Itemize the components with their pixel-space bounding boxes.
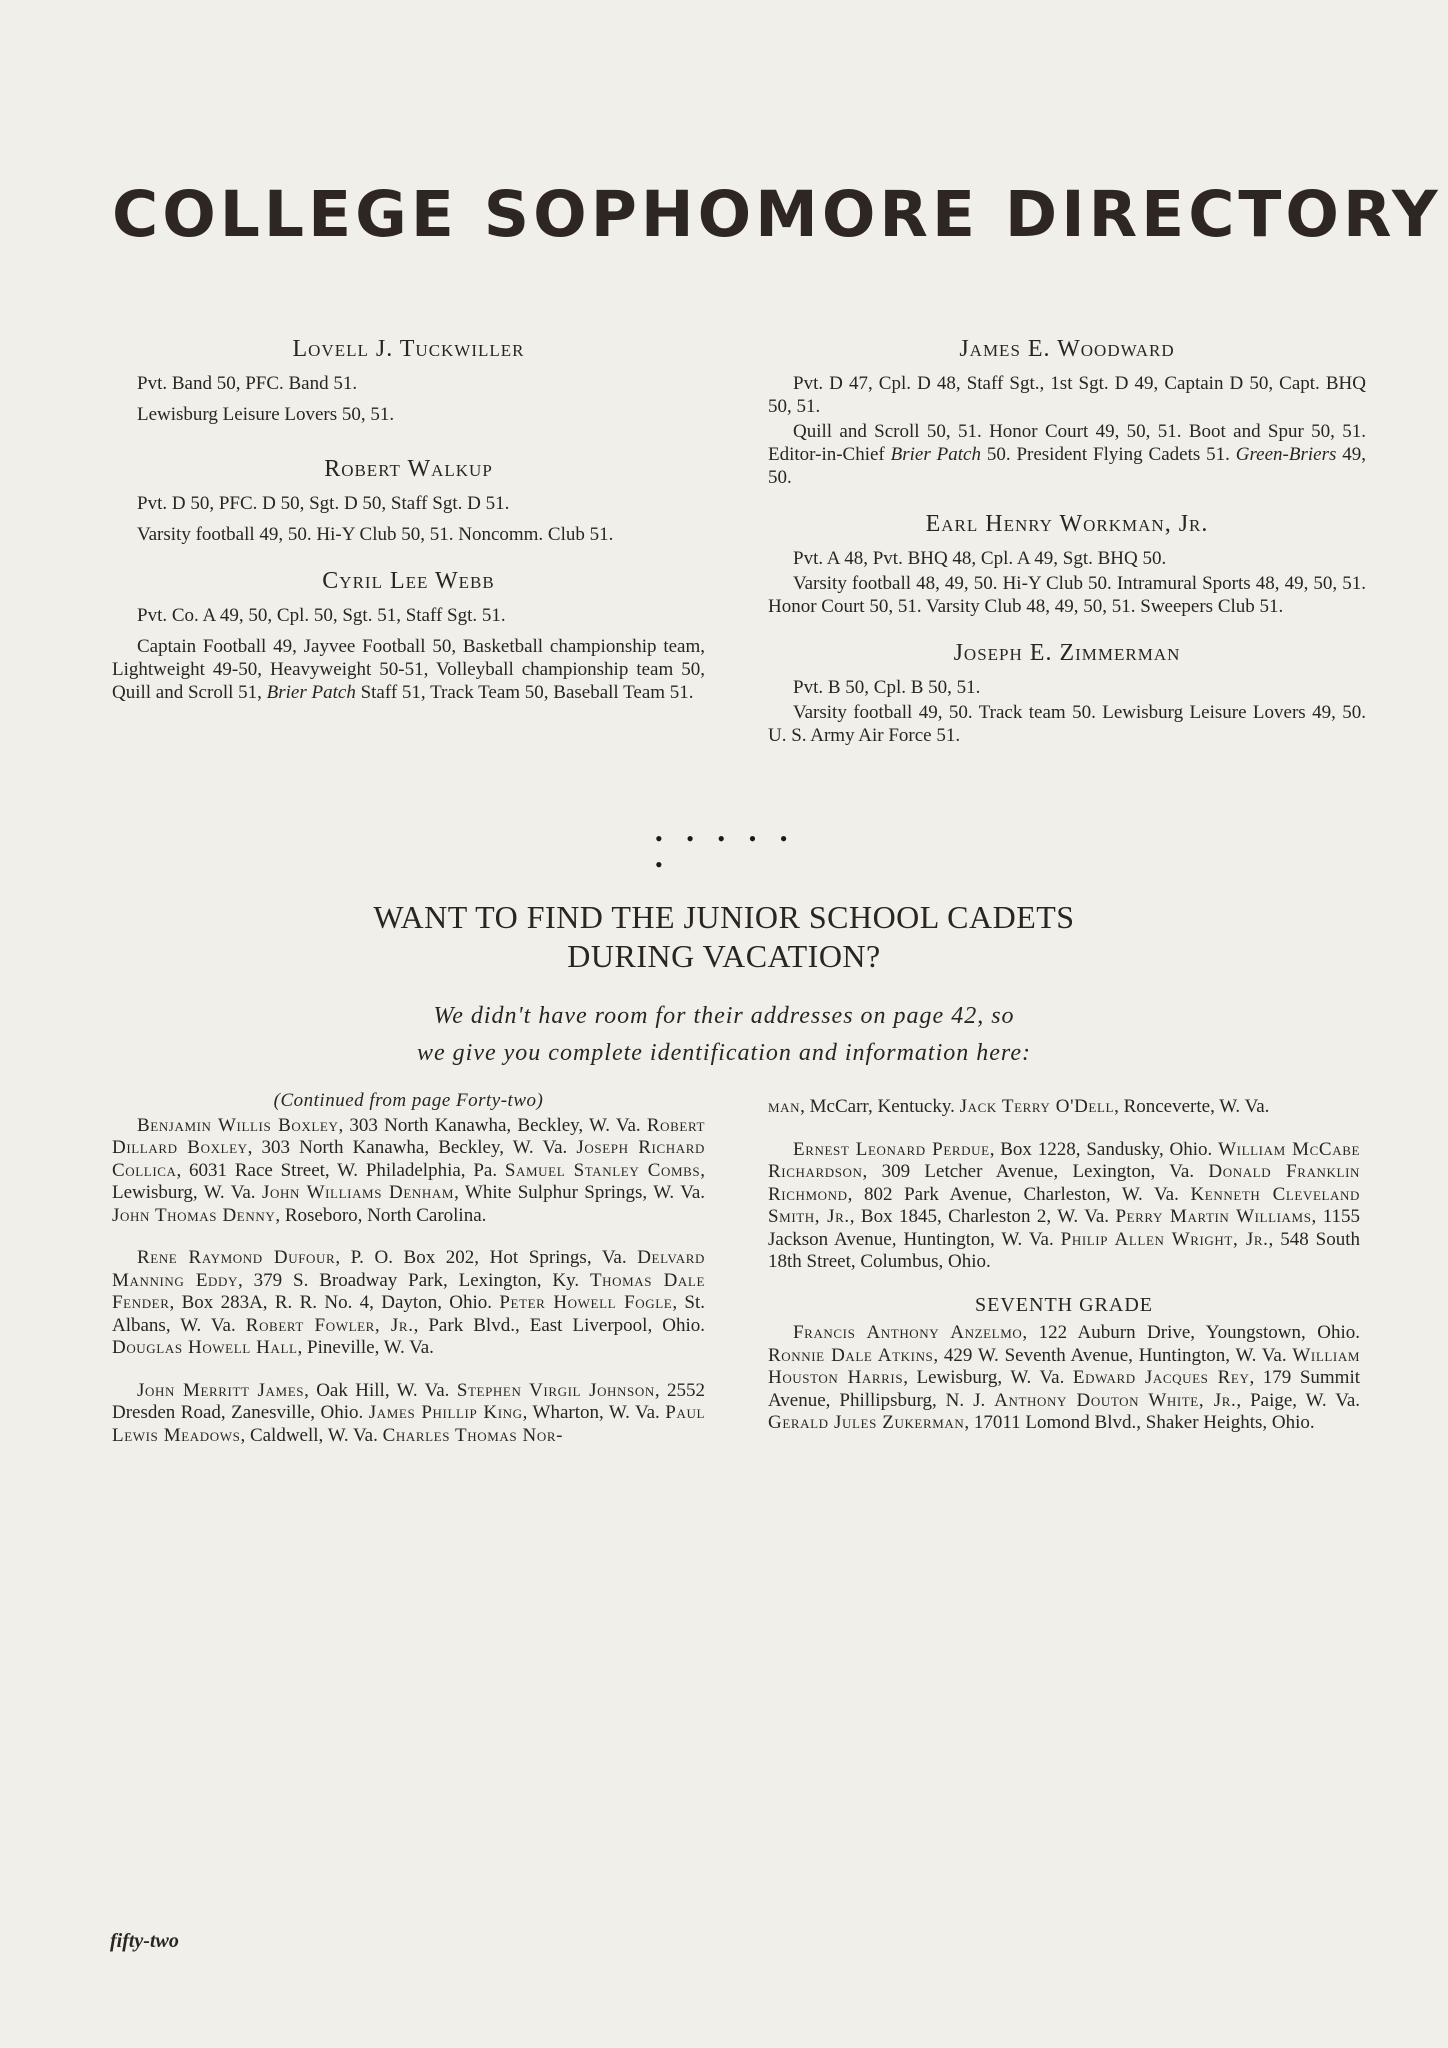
sophomore-entry	[112, 336, 705, 426]
cadet-name: Joseph E. Zimmerman	[953, 640, 1181, 666]
rank-record: Pvt. Co. A 49, 50, Cpl. 50, Sgt. 51, Staff Sgt. 51.	[137, 605, 506, 626]
cadet-name: Edward Jacques Rey	[1072, 1367, 1250, 1388]
cadet-address: , Ronceverte, W. Va.	[1114, 1096, 1270, 1117]
cadet-name: William McCabe Richardson	[768, 1138, 1361, 1182]
cadet-address: , Box 1228, Sandusky, Ohio.	[989, 1138, 1219, 1160]
cadet-name: Philip Allen Wright, Jr.	[1060, 1228, 1269, 1250]
cadet-address: , Roseboro, North Carolina.	[275, 1204, 487, 1226]
cadet-address: , 303 North Kanawha, Beckley, W. Va.	[247, 1137, 577, 1158]
activities	[112, 635, 705, 704]
activities: Varsity football 48, 49, 50. Hi-Y Club 50. Intramural Sports 48, 49, 50, 51. Honor Court 50, 51. Varsity Club 48, 49, 50, 51. Sweepers Club 51.	[768, 573, 1366, 617]
cadet-name: Joseph Richard Collica	[112, 1137, 705, 1181]
rank-record: Pvt. A 48, Pvt. BHQ 48, Cpl. A 49, Sgt. BHQ 50.	[793, 548, 1167, 569]
cadet-name: William Houston Harris	[768, 1344, 1361, 1388]
cadet-name: John Thomas Denny	[112, 1204, 276, 1226]
sophomore-entry	[768, 640, 1366, 747]
cadet-name: Donald Franklin Richmond	[768, 1161, 1360, 1205]
rank-record: Pvt. Band 50, PFC. Band 51.	[137, 373, 358, 394]
cadet-name: Anthony Douton White, Jr.	[994, 1389, 1237, 1411]
cadet-name: Lovell J. Tuckwiller	[292, 336, 525, 362]
cadet-address: , Oak Hill, W. Va.	[304, 1379, 457, 1401]
cadet-name: Robert Dillard Boxley	[112, 1114, 705, 1158]
address-paragraph	[768, 1139, 1360, 1274]
cadet-address: , 379 S. Broadway Park, Lexington, Ky.	[238, 1269, 590, 1291]
sophomore-entry	[112, 568, 705, 704]
cadet-name: Kenneth Cleveland Smith, Jr.	[768, 1183, 1360, 1227]
cadet-address: , P. O. Box 202, Hot Springs, Va.	[335, 1247, 638, 1268]
continued-note: (Continued from page Forty-two)	[273, 1090, 544, 1111]
activities-text: Quill and Scroll 50, 51. Honor Court 49, 50, 51. Boot and Spur 50, 51. Editor-in-Chief	[768, 421, 1366, 465]
cadet-address: , McCarr, Kentucky.	[800, 1096, 960, 1117]
cadet-name: Benjamin Willis Boxley	[137, 1114, 339, 1136]
cadet-name: Delvard Manning Eddy	[112, 1247, 705, 1291]
rank-record: Pvt. D 47, Cpl. D 48, Staff Sgt., 1st Sgt. D 49, Captain D 50, Capt. BHQ 50, 51.	[768, 373, 1366, 417]
cadet-name: Jack Terry O'Dell	[959, 1096, 1115, 1117]
cadet-address: , 6031 Race Street, W. Philadelphia, Pa.	[176, 1159, 505, 1181]
intro-line: We didn't have room for their addresses on page 42, so	[433, 1003, 1015, 1029]
activities	[768, 420, 1366, 489]
activities-text: 49, 50.	[768, 444, 1366, 488]
cadet-address-column-right	[768, 1096, 1360, 1455]
cadet-address: , Box 1845, Charleston 2, W. Va.	[849, 1206, 1116, 1227]
cadet-name: Charles Thomas Nor-	[382, 1424, 564, 1446]
address-paragraph	[112, 1380, 705, 1448]
cadet-address: , Lewisburg, W. Va.	[903, 1367, 1073, 1388]
junior-section-intro	[300, 998, 1148, 1072]
sophomore-column-right	[768, 336, 1366, 769]
cadet-name: Perry Martin Williams	[1115, 1206, 1312, 1227]
section-separator: • • • • • •	[655, 826, 797, 877]
page-number: fifty-two	[110, 1930, 179, 1952]
activities-text: 50. President Flying Cadets 51.	[980, 444, 1236, 465]
cadet-address: , St. Albans, W. Va.	[112, 1292, 705, 1336]
junior-section-heading	[250, 898, 1198, 976]
cadet-name: Peter Howell Fogle	[499, 1292, 673, 1313]
cadet-name: Francis Anthony Anzelmo	[793, 1322, 1023, 1343]
cadet-name: James E. Woodward	[959, 336, 1175, 362]
cadet-address: , Caldwell, W. Va.	[240, 1424, 383, 1446]
activities-text: Staff 51, Track Team 50, Baseball Team 51.	[355, 682, 694, 703]
cadet-name: Samuel Stanley Combs	[504, 1159, 701, 1181]
activities-text: Captain Football 49, Jayvee Football 50, Basketball championship team, Lightweight 49-50, Heavyweight 50-51, Volleyball championship team 50, Quill and Scroll 51,	[112, 636, 705, 703]
rank-record: Pvt. D 50, PFC. D 50, Sgt. D 50, Staff Sgt. D 51.	[137, 493, 510, 514]
heading-line: DURING VACATION?	[567, 938, 881, 974]
sophomore-entry	[768, 511, 1366, 618]
cadet-address: , 1155 Jackson Avenue, Huntington, W. Va.	[768, 1206, 1361, 1250]
cadet-name: Stephen Virgil Johnson	[456, 1379, 655, 1401]
cadet-address-column-left	[112, 1090, 705, 1467]
cadet-address: , 429 W. Seventh Avenue, Huntington, W. Va.	[933, 1344, 1293, 1366]
cadet-address: , 179 Summit Avenue, Phillipsburg, N. J.	[768, 1367, 1361, 1411]
cadet-name: Rene Raymond Dufour	[137, 1247, 336, 1268]
publication-title: Green-Briers	[1235, 444, 1337, 465]
cadet-address: , 122 Auburn Drive, Youngstown, Ohio.	[1022, 1322, 1360, 1343]
cadet-address: , 802 Park Avenue, Charleston, W. Va.	[847, 1183, 1191, 1205]
address-paragraph	[768, 1322, 1360, 1435]
cadet-name: Paul Lewis Meadows	[112, 1402, 705, 1446]
cadet-name: man	[768, 1096, 801, 1117]
cadet-name: Robert Fowler, Jr.	[245, 1314, 414, 1336]
activities: Varsity football 49, 50. Track team 50. Lewisburg Leisure Lovers 49, 50. U. S. Army Air Force 51.	[768, 702, 1366, 746]
cadet-address: , Lewisburg, W. Va.	[112, 1159, 705, 1203]
address-paragraph	[112, 1115, 705, 1228]
cadet-name: Douglas Howell Hall	[112, 1337, 298, 1358]
cadet-name: Ernest Leonard Perdue	[793, 1138, 990, 1160]
activities: Lewisburg Leisure Lovers 50, 51.	[137, 404, 395, 425]
address-paragraph	[112, 1247, 705, 1360]
address-paragraph	[768, 1096, 1360, 1119]
cadet-name: Cyril Lee Webb	[322, 568, 495, 594]
cadet-name: Robert Walkup	[324, 456, 493, 482]
sophomore-entry	[768, 336, 1366, 489]
cadet-address: , 309 Letcher Avenue, Lexington, Va.	[862, 1161, 1209, 1182]
rank-record: Pvt. B 50, Cpl. B 50, 51.	[793, 677, 981, 698]
cadet-name: John Merritt James	[137, 1379, 305, 1401]
intro-line: we give you complete identification and information here:	[417, 1040, 1031, 1066]
cadet-address: , 548 South 18th Street, Columbus, Ohio.	[768, 1228, 1360, 1272]
cadet-address: , 17011 Lomond Blvd., Shaker Heights, Ohio.	[964, 1412, 1315, 1433]
cadet-name: John Williams Denham	[261, 1182, 455, 1203]
cadet-address: , Pineville, W. Va.	[297, 1337, 434, 1358]
cadet-address: , 2552 Dresden Road, Zanesville, Ohio.	[112, 1379, 705, 1423]
cadet-address: , 303 North Kanawha, Beckley, W. Va.	[338, 1114, 647, 1136]
cadet-address: , Wharton, W. Va.	[522, 1402, 666, 1423]
activities: Varsity football 49, 50. Hi-Y Club 50, 51. Noncomm. Club 51.	[137, 524, 614, 545]
cadet-name: Gerald Jules Zukerman	[768, 1412, 965, 1433]
heading-line: WANT TO FIND THE JUNIOR SCHOOL CADETS	[373, 899, 1075, 935]
publication-title: Brier Patch	[890, 444, 981, 465]
cadet-name: Ronnie Dale Atkins	[768, 1344, 934, 1366]
cadet-name: Earl Henry Workman, Jr.	[925, 511, 1209, 537]
cadet-address: , Paige, W. Va.	[1236, 1389, 1360, 1411]
cadet-address: , Box 283A, R. R. No. 4, Dayton, Ohio.	[169, 1292, 500, 1313]
sophomore-column-left	[112, 336, 705, 726]
cadet-name: Thomas Dale Fender	[112, 1269, 705, 1313]
cadet-name: James Phillip King	[368, 1402, 523, 1423]
cadet-address: , White Sulphur Springs, W. Va.	[454, 1182, 706, 1203]
publication-title: Brier Patch	[266, 682, 356, 703]
seventh-grade-heading: SEVENTH GRADE	[975, 1293, 1153, 1316]
page-title: COLLEGE SOPHOMORE DIRECTORY	[112, 178, 1442, 251]
cadet-address: , Park Blvd., East Liverpool, Ohio.	[413, 1314, 705, 1336]
sophomore-entry	[112, 456, 705, 546]
